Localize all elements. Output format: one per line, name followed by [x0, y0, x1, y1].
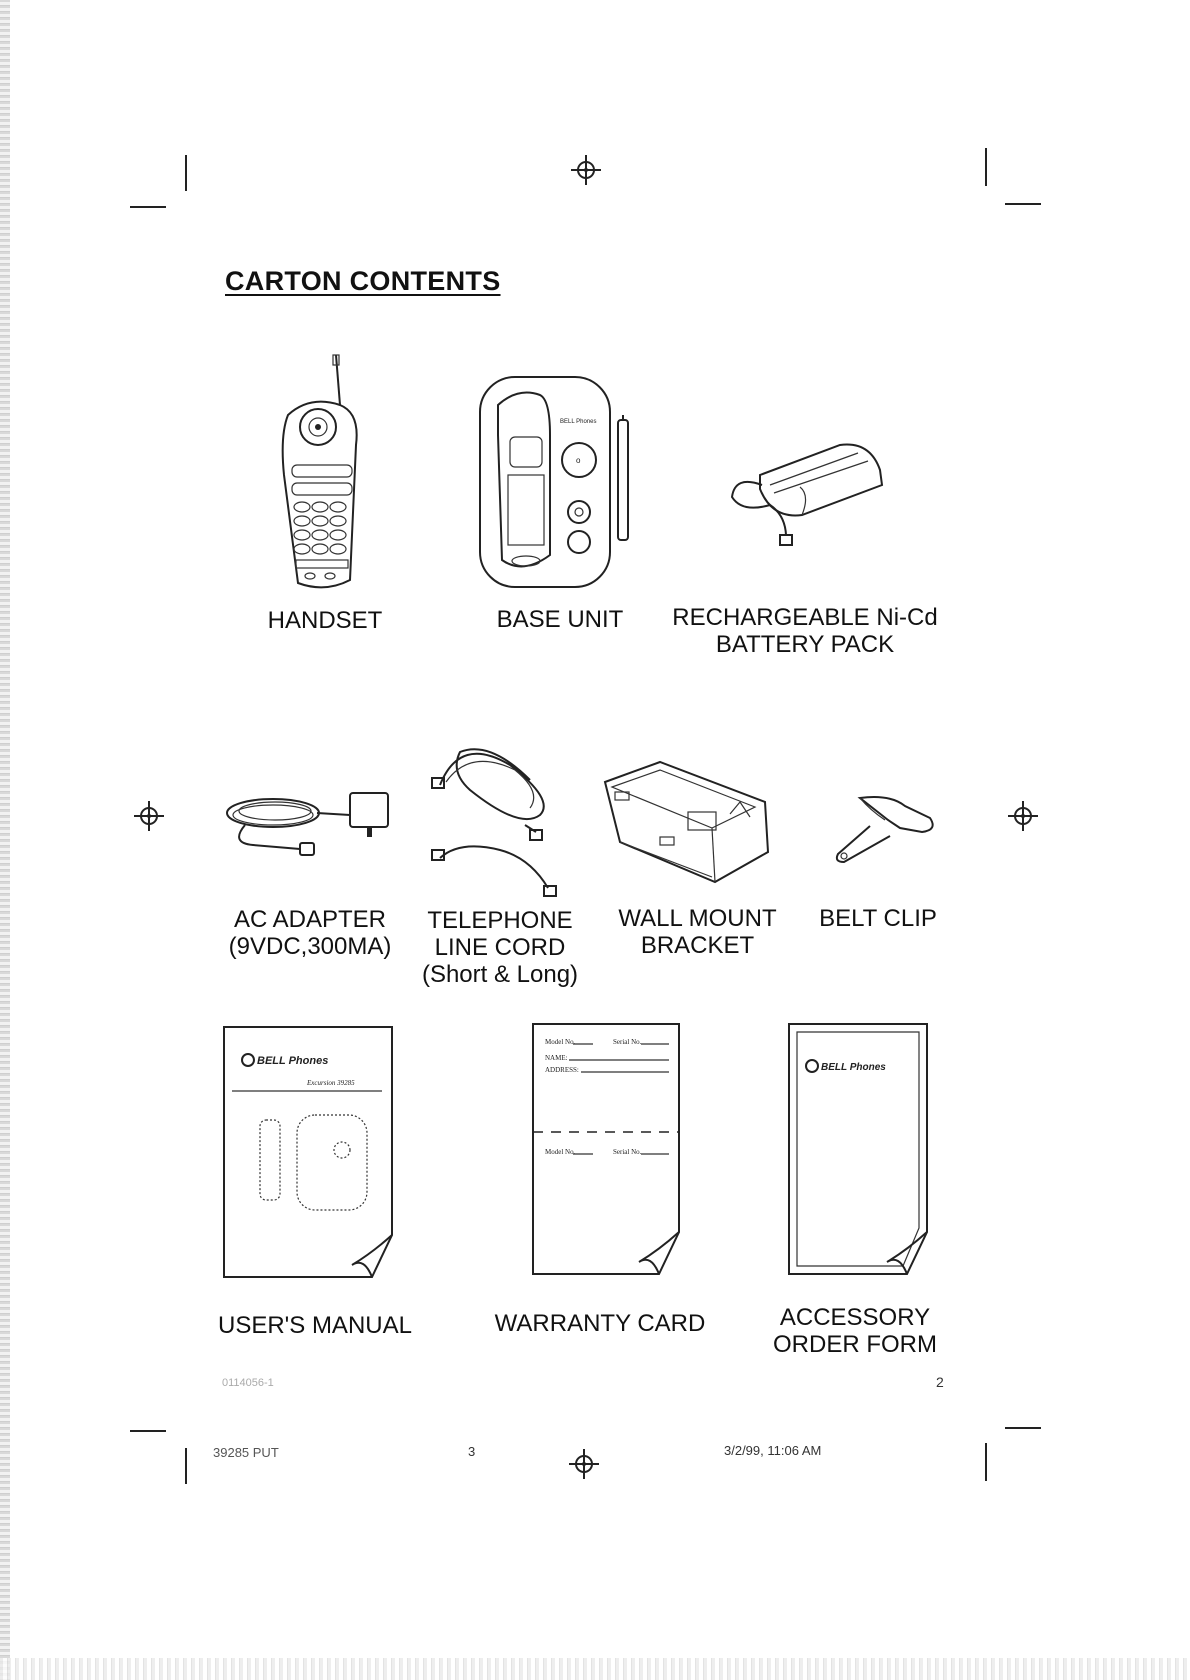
label-belt-clip: BELT CLIP	[819, 905, 937, 932]
registration-target-icon	[134, 801, 164, 831]
footer-sheet: 3	[468, 1444, 476, 1459]
label-base-unit: BASE UNIT	[496, 606, 624, 633]
crop-mark	[1005, 1427, 1041, 1429]
ac-adapter-illustration	[225, 785, 405, 875]
footer-timestamp: 3/2/99, 11:06 AM	[724, 1443, 822, 1458]
wall-mount-bracket-illustration	[600, 762, 780, 892]
svg-text:o: o	[576, 456, 581, 465]
label-line-cord: TELEPHONE LINE CORD (Short & Long)	[421, 907, 579, 988]
registration-target-icon	[571, 155, 601, 185]
crop-mark	[185, 1448, 187, 1484]
base-unit-illustration	[478, 375, 648, 595]
registration-target-icon	[1008, 801, 1038, 831]
form-brand: BELL Phones	[821, 1062, 886, 1073]
scan-edge-left	[0, 0, 10, 1680]
label-warranty-card: WARRANTY CARD	[494, 1310, 706, 1337]
label-battery-pack: RECHARGEABLE Ni-Cd BATTERY PACK	[672, 604, 938, 658]
battery-pack-illustration	[730, 445, 910, 555]
scan-edge-bottom	[0, 1658, 1190, 1680]
crop-mark	[985, 148, 987, 186]
crop-mark	[130, 206, 166, 208]
label-ac-adapter: AC ADAPTER (9VDC,300MA)	[228, 906, 392, 960]
warranty-model-no-stub: Model No.	[545, 1148, 576, 1156]
manual-model: Excursion 39285	[307, 1079, 355, 1087]
page-title: CARTON CONTENTS	[225, 266, 501, 296]
handset-illustration	[270, 355, 380, 595]
label-handset: HANDSET	[267, 607, 383, 634]
svg-text:BELL Phones: BELL Phones	[560, 419, 597, 425]
page-number: 2	[936, 1374, 944, 1390]
line-cord-illustration	[430, 740, 570, 900]
warranty-name: NAME:	[545, 1054, 568, 1062]
crop-mark	[130, 1430, 166, 1432]
warranty-serial-no-stub: Serial No.	[613, 1148, 642, 1156]
label-users-manual: USER'S MANUAL	[218, 1312, 412, 1339]
footer-file: 39285 PUT	[213, 1445, 279, 1460]
warranty-serial-no: Serial No.	[613, 1038, 642, 1046]
crop-mark	[1005, 203, 1041, 205]
doc-code: 0114056-1	[222, 1377, 274, 1389]
warranty-model-no: Model No.	[545, 1038, 576, 1046]
belt-clip-illustration	[830, 790, 940, 880]
warranty-address: ADDRESS:	[545, 1066, 579, 1074]
crop-mark	[185, 155, 187, 191]
accessory-order-form-illustration	[787, 1022, 929, 1277]
users-manual-illustration	[222, 1025, 394, 1280]
label-accessory-form: ACCESSORY ORDER FORM	[773, 1304, 937, 1358]
registration-target-icon	[569, 1449, 599, 1479]
crop-mark	[985, 1443, 987, 1481]
label-wall-mount: WALL MOUNT BRACKET	[618, 905, 777, 959]
warranty-card-illustration	[531, 1022, 681, 1277]
manual-brand: BELL Phones	[257, 1055, 329, 1067]
